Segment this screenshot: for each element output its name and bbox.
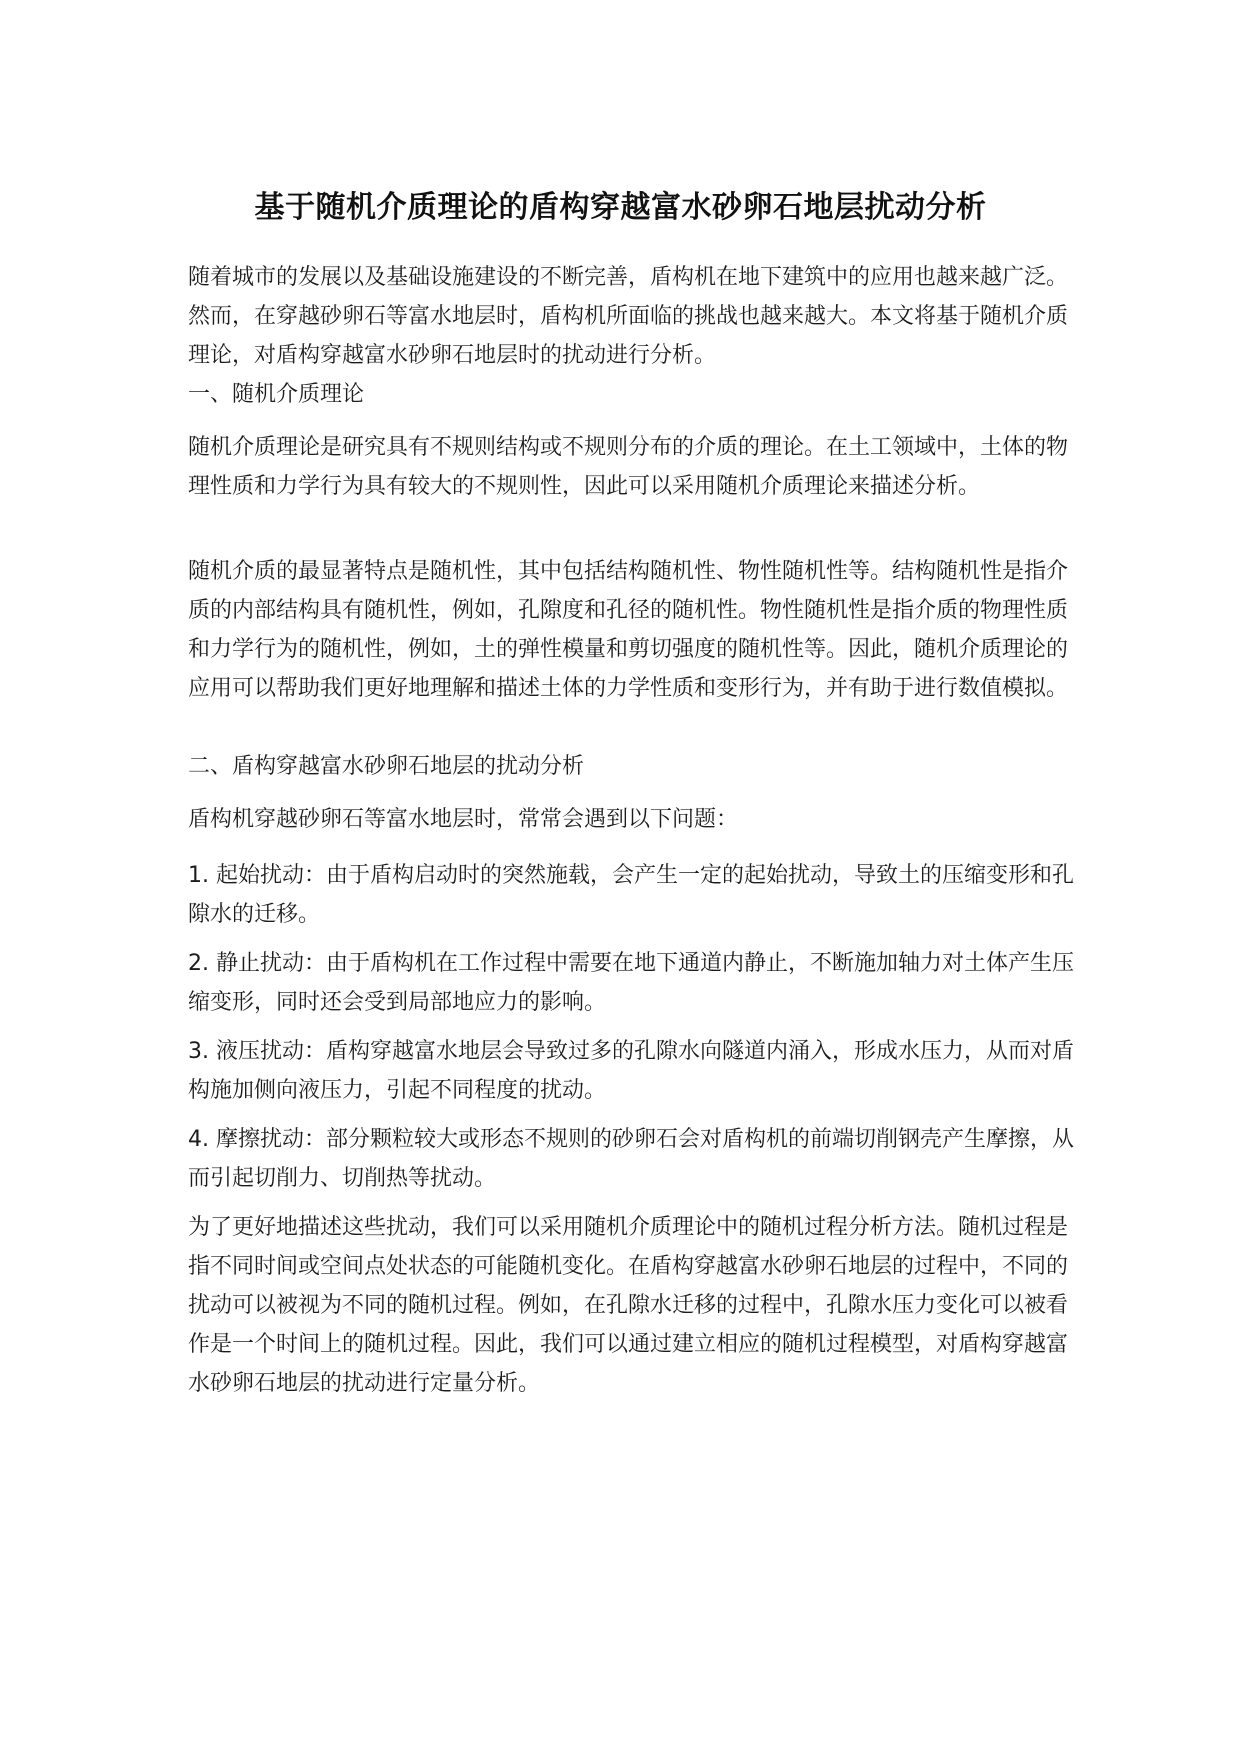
section2-intro: 盾构机穿越砂卵石等富水地层时，常常会遇到以下问题： <box>188 807 739 832</box>
document-title: 基于随机介质理论的盾构穿越富水砂卵石地层扰动分析 <box>254 190 987 225</box>
section1-paragraph-2: 随机介质的最显著特点是随机性，其中包括结构随机性、物性随机性等。结构随机性是指介质的内部结构具有随机性，例如，孔隙度和孔径的随机性。物性随机性是指介质的物理性质和力学行为的随机性，例如，土的弹性模量和剪切强度的随机性等。因此，随机介质理论的应用可以帮助我们更好地理解和描述土体的力学性质和变形行为，并有助于进行数值模拟。 <box>188 559 1069 701</box>
section2-conclusion: 为了更好地描述这些扰动，我们可以采用随机介质理论中的随机过程分析方法。随机过程是指不同时间或空间点处状态的可能随机变化。在盾构穿越富水砂卵石地层的过程中，不同的扰动可以被视为不同的随机过程。例如，在孔隙水迁移的过程中，孔隙水压力变化可以被看作是一个时间上的随机过程。因此，我们可以通过建立相应的随机过程模型，对盾构穿越富水砂卵石地层的扰动进行定量分析。 <box>188 1215 1069 1396</box>
section1-paragraph-1: 随机介质理论是研究具有不规则结构或不规则分布的介质的理论。在土工领域中，土体的物理性质和力学行为具有较大的不规则性，因此可以采用随机介质理论来描述分析。 <box>188 435 1069 499</box>
intro-paragraph: 随着城市的发展以及基础设施建设的不断完善，盾构机在地下建筑中的应用也越来越广泛。然而，在穿越砂卵石等富水地层时，盾构机所面临的挑战也越来越大。本文将基于随机介质理论，对盾构穿越富水砂卵石地层时的扰动进行分析。 <box>188 265 1069 368</box>
list-item-1: 1. 起始扰动：由于盾构启动时的突然施载，会产生一定的起始扰动，导致土的压缩变形和孔隙水的迁移。 <box>188 863 1074 927</box>
section-heading-2: 二、盾构穿越富水砂卵石地层的扰动分析 <box>188 754 585 779</box>
list-item-3: 3. 液压扰动：盾构穿越富水地层会导致过多的孔隙水向隧道内涌入，形成水压力，从而对盾构施加侧向液压力，引起不同程度的扰动。 <box>188 1039 1074 1103</box>
list-item-2: 2. 静止扰动：由于盾构机在工作过程中需要在地下通道内静止，不断施加轴力对土体产生压缩变形，同时还会受到局部地应力的影响。 <box>188 951 1074 1015</box>
list-item-4: 4. 摩擦扰动：部分颗粒较大或形态不规则的砂卵石会对盾构机的前端切削钢壳产生摩擦，从而引起切削力、切削热等扰动。 <box>188 1127 1074 1191</box>
section-heading-1: 一、随机介质理论 <box>188 382 365 407</box>
